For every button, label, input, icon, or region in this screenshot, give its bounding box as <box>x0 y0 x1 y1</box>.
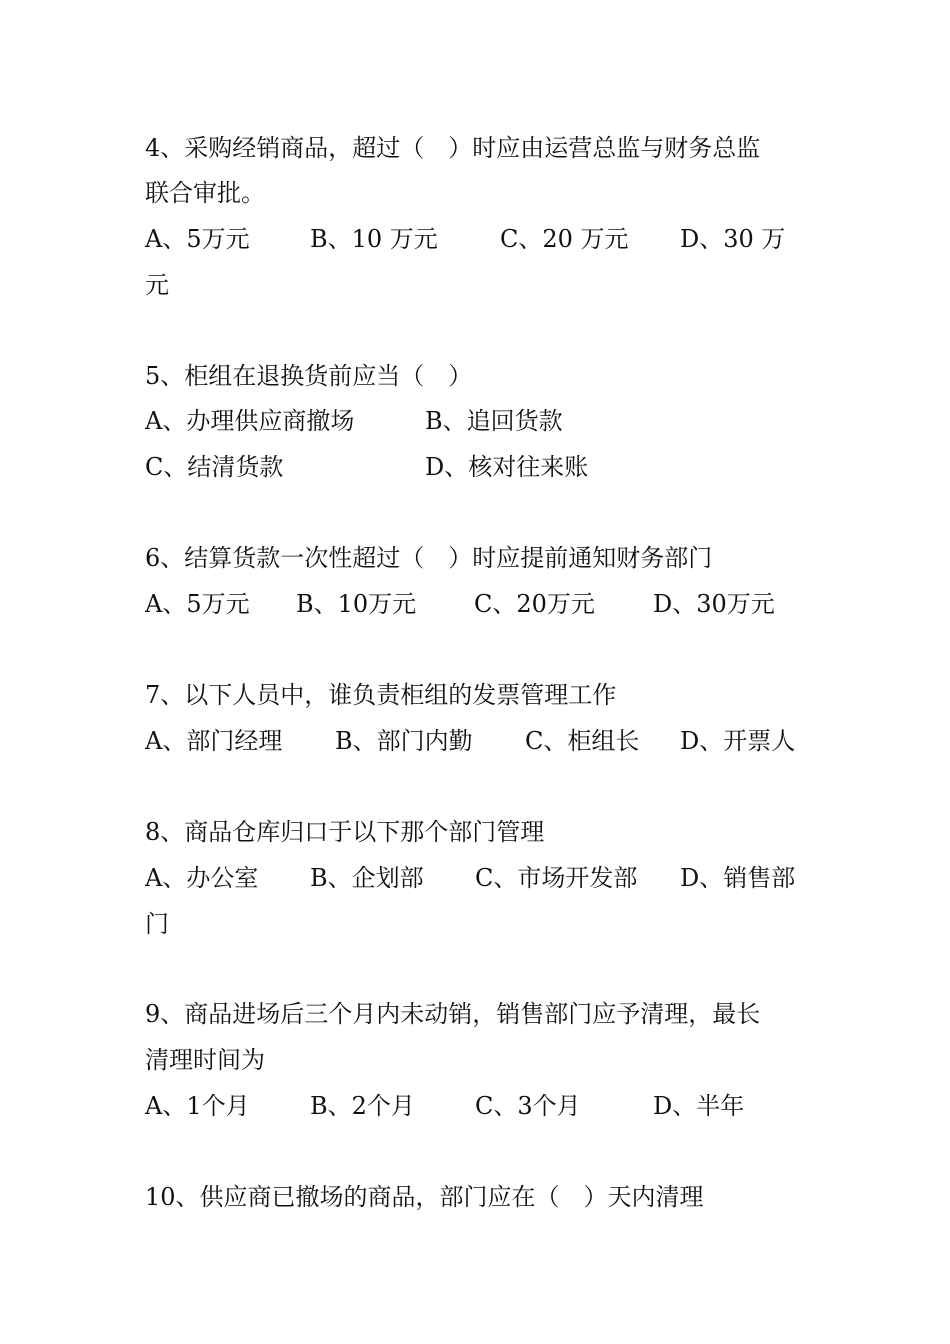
question-8-stem-line-1: 8、商品仓库归口于以下那个部门管理 <box>145 818 545 846</box>
question-7-option-a: A、部门经理 <box>145 727 283 755</box>
question-7-option-d: D、开票人 <box>680 727 796 755</box>
question-9-option-a: A、1个月 <box>145 1092 250 1120</box>
question-9-stem-line-1: 9、商品进场后三个月内未动销，销售部门应予清理，最长 <box>145 1000 761 1028</box>
question-4-stem-line-1: 4、采购经销商品，超过（ ）时应由运营总监与财务总监 <box>145 134 761 162</box>
question-4-option-b: B、10 万元 <box>310 225 438 253</box>
question-8-option-a: A、办公室 <box>145 864 259 892</box>
question-9-stem-line-2: 清理时间为 <box>145 1046 265 1074</box>
question-7-option-b: B、部门内勤 <box>335 727 473 755</box>
question-7-option-c: C、柜组长 <box>525 727 640 755</box>
question-8-option-c: C、市场开发部 <box>475 864 638 892</box>
question-5-stem-line-1: 5、柜组在退换货前应当（ ） <box>145 362 473 390</box>
question-4-stem-line-2: 联合审批。 <box>145 179 265 207</box>
question-5-option-a: A、办理供应商撤场 <box>145 407 355 435</box>
question-6-option-c: C、20万元 <box>474 590 595 618</box>
question-5-option-c: C、结清货款 <box>145 453 284 481</box>
question-5-option-b: B、追回货款 <box>425 407 563 435</box>
question-5-option-d: D、核对往来账 <box>425 453 589 481</box>
question-4-option-c: C、20 万元 <box>500 225 629 253</box>
question-7-stem-line-1: 7、以下人员中，谁负责柜组的发票管理工作 <box>145 681 617 709</box>
question-6-option-a: A、5万元 <box>145 590 250 618</box>
question-10-stem-line-1: 10、供应商已撤场的商品，部门应在（ ）天内清理 <box>145 1183 704 1211</box>
question-9-option-d: D、半年 <box>653 1092 745 1120</box>
question-8-option-d-wrap: 门 <box>145 910 169 938</box>
question-9-option-b: B、2个月 <box>310 1092 415 1120</box>
question-8-option-b: B、企划部 <box>310 864 424 892</box>
question-6-stem-line-1: 6、结算货款一次性超过（ ）时应提前通知财务部门 <box>145 544 713 572</box>
question-6-option-b: B、10万元 <box>296 590 417 618</box>
question-4-option-d: D、30 万 <box>680 225 786 253</box>
question-9-option-c: C、3个月 <box>475 1092 581 1120</box>
question-6-option-d: D、30万元 <box>653 590 775 618</box>
question-4-option-d-wrap: 元 <box>145 271 169 299</box>
question-4-option-a: A、5万元 <box>145 225 250 253</box>
question-8-option-d: D、销售部 <box>680 864 796 892</box>
